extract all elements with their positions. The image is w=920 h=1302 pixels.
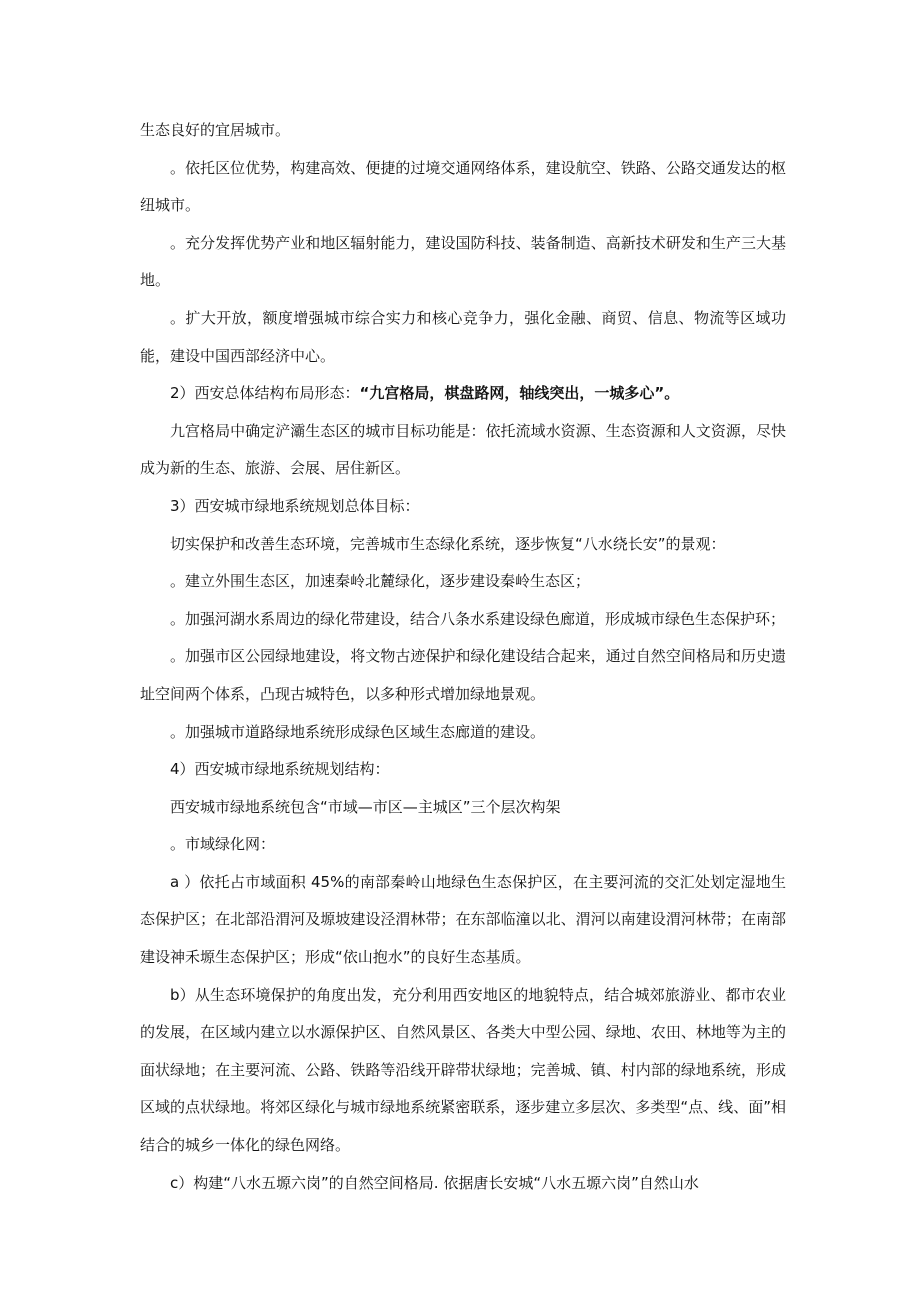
paragraph-9: 。建立外围生态区，加速秦岭北麓绿化，逐步建设秦岭生态区； xyxy=(170,572,591,591)
paragraph-11: 。加强市区公园绿地建设，将文物古迹保护和绿化建设结合起来，通过自然空间格局和历史遗址空间两个体系，凸现古城特色，以多种形式增加绿地景观。 xyxy=(140,647,786,703)
paragraph-14: 西安城市绿地系统包含“市域—市区—主城区”三个层次构架 xyxy=(170,797,561,816)
paragraph-17: b）从生态环境保护的角度出发，充分利用西安地区的地貌特点，结合城郊旅游业、都市农业的发展，在区域内建立以水源保护区、自然风景区、各类大中型公园、绿地、农田、林地等为主的面状绿地；在主要河流、公路、铁路等沿线开辟带状绿地；完善城、镇、村内部的绿地系统，形成区域的点状绿地。将郊区绿化与城市绿地系统紧密联系，逐步建立多层次、多类型“点、线、面”相结合的城乡一体化的绿色网络。 xyxy=(140,985,786,1155)
paragraph-6: 九宫格局中确定浐灞生态区的城市目标功能是：依托流域水资源、生态资源和人文资源，尽快成为新的生态、旅游、会展、居住新区。 xyxy=(140,421,786,478)
section-heading-2-label: 2）西安总体结构布局形态： xyxy=(170,384,360,403)
paragraph-18: c）构建“八水五塬六岗”的自然空间格局. 依据唐长安城“八水五塬六岗”自然山水 xyxy=(170,1173,699,1192)
paragraph-16: a ）依托占市域面积 45%的南部秦岭山地绿色生态保护区，在主要河流的交汇处划定湿地生态保护区；在北部沿渭河及塬坡建设泾渭林带；在东部临潼以北、渭河以南建设渭河林带；在南部建设神禾塬生态保护区；形成“依山抱水”的良好生态基质。 xyxy=(140,872,786,967)
paragraph-3: 。充分发挥优势产业和地区辐射能力，建设国防科技、装备制造、高新技术研发和生产三大基地。 xyxy=(140,233,786,290)
section-heading-2 xyxy=(140,375,786,413)
paragraph-15: 。市域绿化网： xyxy=(170,835,276,854)
paragraph-2: 。依托区位优势，构建高效、便捷的过境交通网络体系，建设航空、铁路、公路交通发达的枢纽城市。 xyxy=(140,158,786,215)
document-body xyxy=(140,112,786,1202)
section-heading-4: 4）西安城市绿地系统规划结构： xyxy=(170,760,390,779)
paragraph-4: 。扩大开放，额度增强城市综合实力和核心竞争力，强化金融、商贸、信息、物流等区域功能，建设中国西部经济中心。 xyxy=(140,308,786,365)
paragraph-8: 切实保护和改善生态环境，完善城市生态绿化系统，逐步恢复“八水绕长安”的景观： xyxy=(170,534,726,553)
paragraph-1: 生态良好的宜居城市。 xyxy=(140,121,291,139)
paragraph-10: 。加强河湖水系周边的绿化带建设，结合八条水系建设绿色廊道，形成城市绿色生态保护环； xyxy=(170,609,786,628)
section-heading-3: 3）西安城市绿地系统规划总体目标： xyxy=(170,496,420,515)
section-heading-2-slogan: “九宫格局，棋盘路网，轴线突出，一城多心”。 xyxy=(359,384,680,403)
paragraph-12: 。加强城市道路绿地系统形成绿色区域生态廊道的建设。 xyxy=(170,722,546,741)
